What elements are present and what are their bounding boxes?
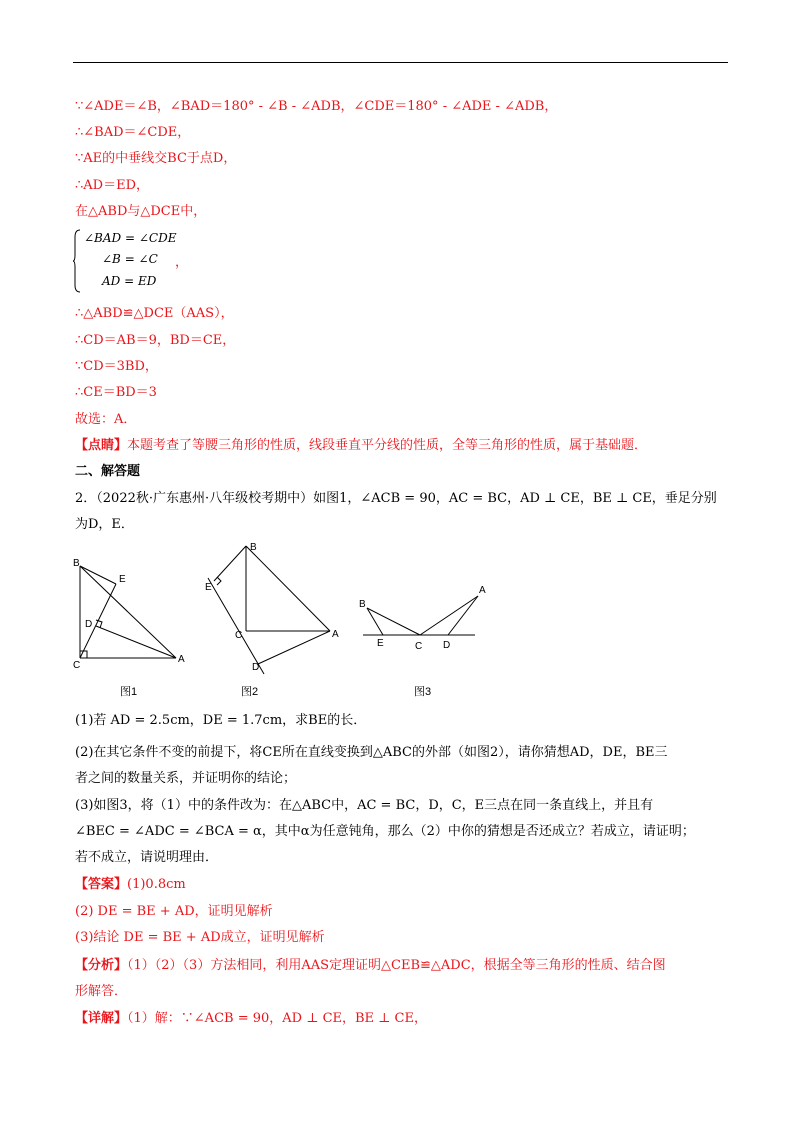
figure-2-caption: 图2 bbox=[241, 686, 259, 698]
label-D: D bbox=[252, 662, 260, 673]
system-line: ∠B = ∠C bbox=[102, 252, 158, 266]
question-line: 2．（2022秋·广东惠州·八年级校考期中）如图1，∠ACB = 90，AC = BC，AD ⊥ CE，BE ⊥ CE，垂足分别 bbox=[75, 491, 717, 506]
solution-line: ∴AD＝ED， bbox=[75, 178, 149, 193]
label-E: E bbox=[205, 582, 212, 593]
figure-3 bbox=[355, 580, 490, 655]
figure-1-caption: 图1 bbox=[120, 686, 138, 698]
solution-line: 故选：A． bbox=[75, 412, 137, 427]
solution-line: 在△ABD与△DCE中， bbox=[75, 204, 207, 219]
answer-tag: 【答案】 bbox=[75, 877, 128, 892]
label-A: A bbox=[332, 629, 339, 640]
question-part-3-cont: ∠BEC = ∠ADC = ∠BCA = α，其中α为任意钝角，那么（2）中你的猜想是否还成立？若成立，请证明； bbox=[75, 824, 695, 839]
system-line: ∠BAD = ∠CDE bbox=[84, 231, 177, 245]
solution-line: ∴∠BAD＝∠CDE， bbox=[75, 125, 191, 140]
analysis-text-cont: 形解答． bbox=[75, 984, 128, 999]
detail-line bbox=[75, 1010, 427, 1028]
figure-2 bbox=[200, 538, 350, 678]
solution-line: ∴CD＝AB＝9，BD＝CE， bbox=[75, 333, 236, 348]
figure-3-caption: 图3 bbox=[414, 686, 432, 698]
question-part-2: (2)在其它条件不变的前提下，将CE所在直线变换到△ABC的外部（如图2），请你猜想AD，DE，BE三 bbox=[75, 745, 668, 760]
question-line: 为D，E． bbox=[75, 517, 134, 532]
analysis-tag: 【分析】 bbox=[75, 958, 128, 973]
label-E: E bbox=[377, 638, 384, 649]
label-D: D bbox=[443, 640, 451, 651]
analysis-line bbox=[75, 957, 666, 975]
question-part-3: (3)如图3，将（1）中的条件改为：在△ABC中，AC = BC，D，C，E三点在同一条直线上，并且有 bbox=[75, 798, 654, 813]
solution-line: ∴△ABD≌△DCE（AAS）， bbox=[75, 306, 234, 321]
solution-line: ∵CD＝3BD， bbox=[75, 359, 158, 374]
answer-3: (3)结论 DE = BE + AD成立，证明见解析 bbox=[75, 930, 325, 945]
comment-tag: 【点睛】 bbox=[75, 438, 128, 453]
comment-text: 本题考查了等腰三角形的性质，线段垂直平分线的性质，全等三角形的性质，属于基础题． bbox=[127, 438, 648, 453]
answer-2: (2) DE = BE + AD，证明见解析 bbox=[75, 904, 273, 919]
answer-line bbox=[75, 876, 186, 894]
label-C: C bbox=[73, 660, 81, 668]
label-B: B bbox=[73, 558, 80, 569]
system-line: AD = ED bbox=[102, 274, 157, 288]
label-A: A bbox=[178, 654, 185, 665]
solution-line: ∵AE的中垂线交BC于点D， bbox=[75, 151, 237, 166]
detail-text: （1）解：∵∠ACB = 90，AD ⊥ CE，BE ⊥ CE， bbox=[127, 1011, 427, 1026]
answer-1: (1)0.8cm bbox=[127, 877, 186, 892]
label-B: B bbox=[250, 542, 257, 553]
label-E: E bbox=[119, 574, 126, 585]
label-C: C bbox=[415, 641, 423, 652]
question-part-1: (1)若 AD = 2.5cm，DE = 1.7cm，求BE的长． bbox=[75, 713, 367, 728]
detail-tag: 【详解】 bbox=[75, 1011, 128, 1026]
label-D: D bbox=[85, 619, 93, 630]
equation-brace bbox=[73, 229, 81, 293]
comment-line bbox=[75, 437, 647, 455]
system-comma: ， bbox=[175, 255, 189, 270]
figure-1 bbox=[72, 556, 202, 668]
solution-line: ∴CE＝BD＝3 bbox=[75, 385, 157, 400]
header-rule bbox=[73, 62, 728, 63]
question-part-2-cont: 者之间的数量关系，并证明你的结论； bbox=[75, 771, 297, 786]
solution-line: ∵∠ADE＝∠B，∠BAD＝180° - ∠B - ∠ADB，∠CDE＝180° - ∠ADE - ∠ADB， bbox=[75, 99, 558, 114]
label-B: B bbox=[359, 599, 366, 610]
section-title: 二、解答题 bbox=[75, 464, 141, 479]
question-part-3-cont: 若不成立，请说明理由． bbox=[75, 850, 219, 865]
label-C: C bbox=[235, 630, 243, 641]
label-A: A bbox=[479, 585, 486, 596]
analysis-text: （1）（2）（3）方法相同，利用AAS定理证明△CEB≌△ADC，根据全等三角形的性质、结合图 bbox=[127, 958, 666, 973]
